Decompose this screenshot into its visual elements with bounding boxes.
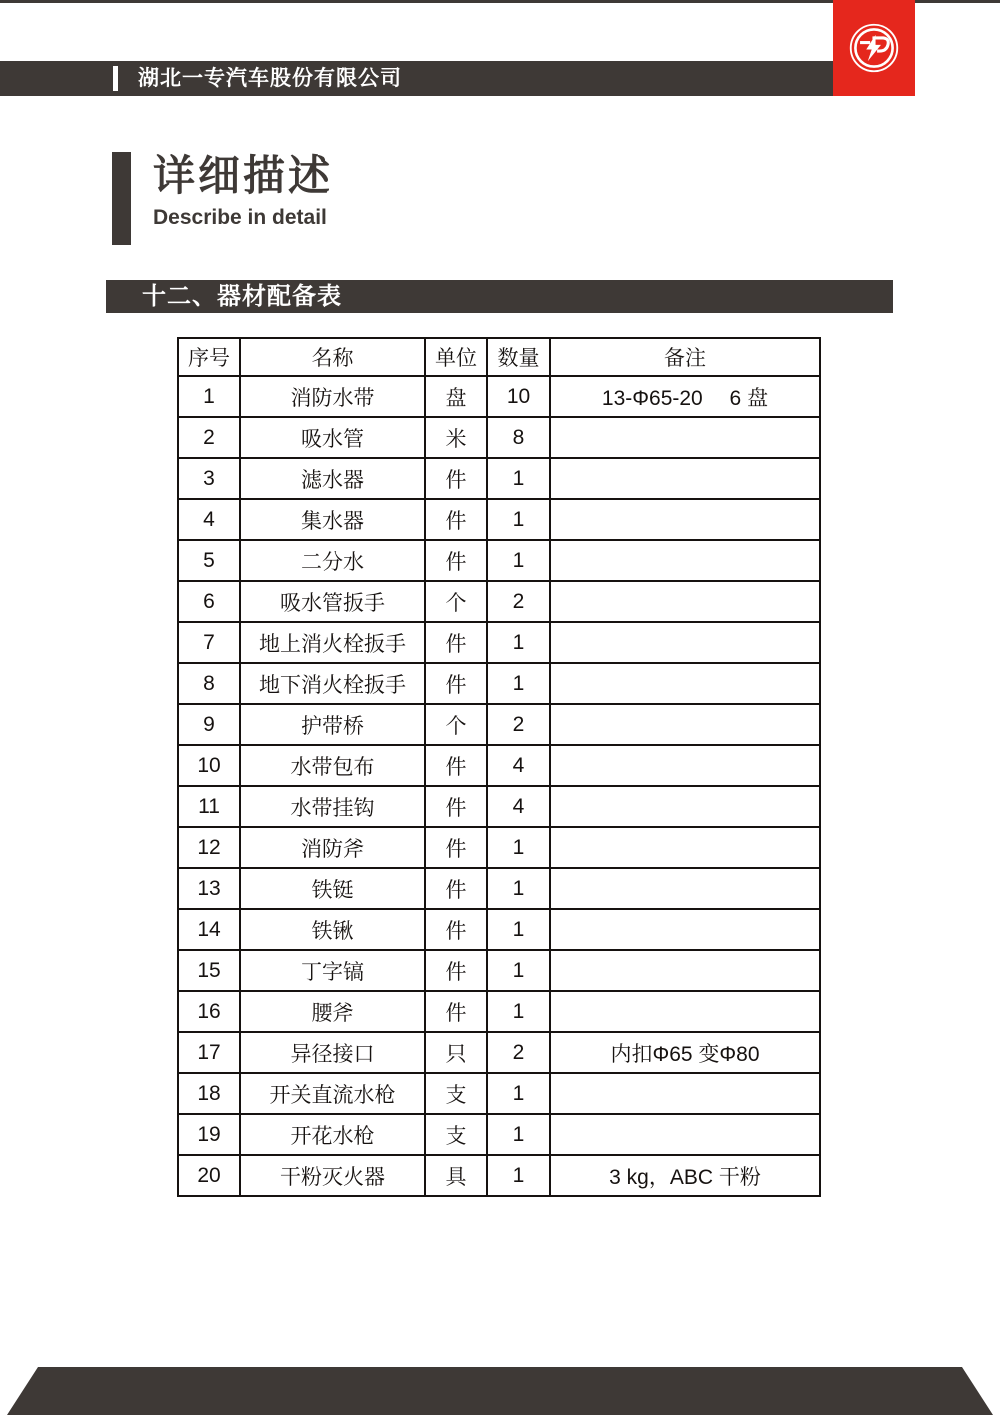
cell-unit: 个 <box>425 704 487 745</box>
detail-heading <box>112 150 333 230</box>
equipment-table <box>177 337 821 1197</box>
cell-seq: 7 <box>178 622 240 663</box>
cell-unit: 件 <box>425 663 487 704</box>
cell-remark <box>550 581 820 622</box>
cell-name: 腰斧 <box>240 991 425 1032</box>
table-row <box>178 376 820 417</box>
cell-qty: 1 <box>487 458 550 499</box>
cell-qty: 1 <box>487 1114 550 1155</box>
header-qty: 数量 <box>487 338 550 376</box>
cell-remark <box>550 1114 820 1155</box>
cell-unit: 盘 <box>425 376 487 417</box>
cell-remark <box>550 991 820 1032</box>
yizhuan-logo-icon <box>843 17 905 79</box>
cell-qty: 1 <box>487 1073 550 1114</box>
cell-seq: 10 <box>178 745 240 786</box>
cell-unit: 件 <box>425 909 487 950</box>
cell-name: 地上消火栓扳手 <box>240 622 425 663</box>
header-name: 名称 <box>240 338 425 376</box>
table-row <box>178 950 820 991</box>
page-title: 详细描述 <box>153 152 334 199</box>
table-row <box>178 704 820 745</box>
cell-name: 吸水管扳手 <box>240 581 425 622</box>
cell-remark <box>550 622 820 663</box>
cell-qty: 1 <box>487 868 550 909</box>
cell-qty: 10 <box>487 376 550 417</box>
page-subtitle: Describe in detail <box>153 206 327 229</box>
cell-remark <box>550 950 820 991</box>
cell-unit: 件 <box>425 540 487 581</box>
cell-seq: 2 <box>178 417 240 458</box>
cell-qty: 8 <box>487 417 550 458</box>
cell-qty: 1 <box>487 827 550 868</box>
cell-unit: 件 <box>425 991 487 1032</box>
cell-qty: 1 <box>487 622 550 663</box>
table-row <box>178 1032 820 1073</box>
cell-seq: 19 <box>178 1114 240 1155</box>
table-row <box>178 540 820 581</box>
table-row <box>178 417 820 458</box>
cell-name: 水带挂钩 <box>240 786 425 827</box>
cell-remark <box>550 704 820 745</box>
header-bar <box>0 61 833 96</box>
cell-remark <box>550 1073 820 1114</box>
table-row <box>178 909 820 950</box>
table-row <box>178 1114 820 1155</box>
cell-seq: 16 <box>178 991 240 1032</box>
cell-qty: 2 <box>487 1032 550 1073</box>
cell-unit: 个 <box>425 581 487 622</box>
cell-unit: 件 <box>425 786 487 827</box>
table-row <box>178 1155 820 1196</box>
section-title: 十二、器材配备表 <box>142 283 342 310</box>
cell-remark <box>550 540 820 581</box>
cell-remark <box>550 458 820 499</box>
cell-seq: 18 <box>178 1073 240 1114</box>
cell-remark <box>550 499 820 540</box>
header-seq: 序号 <box>178 338 240 376</box>
cell-qty: 4 <box>487 745 550 786</box>
table-row <box>178 786 820 827</box>
cell-name: 消防斧 <box>240 827 425 868</box>
cell-unit: 支 <box>425 1114 487 1155</box>
cell-qty: 1 <box>487 950 550 991</box>
cell-unit: 米 <box>425 417 487 458</box>
cell-name: 吸水管 <box>240 417 425 458</box>
table-row <box>178 991 820 1032</box>
cell-remark <box>550 786 820 827</box>
company-name: 湖北一专汽车股份有限公司 <box>138 67 402 90</box>
cell-name: 地下消火栓扳手 <box>240 663 425 704</box>
cell-seq: 4 <box>178 499 240 540</box>
table-row <box>178 622 820 663</box>
header-tick-mark <box>113 66 118 91</box>
cell-name: 水带包布 <box>240 745 425 786</box>
table-row <box>178 827 820 868</box>
cell-seq: 1 <box>178 376 240 417</box>
cell-qty: 1 <box>487 540 550 581</box>
section-title-bar <box>106 280 893 313</box>
cell-remark <box>550 745 820 786</box>
cell-name: 铁铤 <box>240 868 425 909</box>
footer-band <box>0 1367 1000 1415</box>
cell-seq: 15 <box>178 950 240 991</box>
cell-name: 滤水器 <box>240 458 425 499</box>
cell-name: 铁锹 <box>240 909 425 950</box>
cell-remark: 内扣Φ65 变Φ80 <box>550 1032 820 1073</box>
cell-seq: 13 <box>178 868 240 909</box>
cell-name: 丁字镐 <box>240 950 425 991</box>
heading-accent-bar <box>112 152 131 245</box>
cell-remark <box>550 663 820 704</box>
table-row <box>178 458 820 499</box>
cell-remark: 3 kg，ABC 干粉 <box>550 1155 820 1196</box>
cell-name: 干粉灭火器 <box>240 1155 425 1196</box>
cell-unit: 件 <box>425 868 487 909</box>
cell-unit: 只 <box>425 1032 487 1073</box>
cell-qty: 1 <box>487 1155 550 1196</box>
cell-name: 二分水 <box>240 540 425 581</box>
cell-seq: 11 <box>178 786 240 827</box>
cell-seq: 5 <box>178 540 240 581</box>
table-row <box>178 868 820 909</box>
cell-unit: 具 <box>425 1155 487 1196</box>
cell-qty: 1 <box>487 909 550 950</box>
header-unit: 单位 <box>425 338 487 376</box>
table-row <box>178 663 820 704</box>
cell-qty: 1 <box>487 663 550 704</box>
cell-unit: 件 <box>425 745 487 786</box>
cell-qty: 2 <box>487 704 550 745</box>
cell-name: 消防水带 <box>240 376 425 417</box>
header-remark: 备注 <box>550 338 820 376</box>
cell-qty: 1 <box>487 499 550 540</box>
cell-seq: 17 <box>178 1032 240 1073</box>
cell-unit: 支 <box>425 1073 487 1114</box>
cell-seq: 6 <box>178 581 240 622</box>
table-header-row <box>178 338 820 376</box>
cell-qty: 1 <box>487 991 550 1032</box>
table-row <box>178 581 820 622</box>
table-row <box>178 1073 820 1114</box>
cell-unit: 件 <box>425 499 487 540</box>
brand-logo-block <box>833 0 915 96</box>
cell-name: 集水器 <box>240 499 425 540</box>
cell-remark <box>550 868 820 909</box>
cell-name: 护带桥 <box>240 704 425 745</box>
cell-seq: 8 <box>178 663 240 704</box>
cell-seq: 20 <box>178 1155 240 1196</box>
cell-name: 开关直流水枪 <box>240 1073 425 1114</box>
cell-seq: 9 <box>178 704 240 745</box>
cell-name: 开花水枪 <box>240 1114 425 1155</box>
cell-remark <box>550 909 820 950</box>
cell-unit: 件 <box>425 827 487 868</box>
cell-seq: 3 <box>178 458 240 499</box>
cell-unit: 件 <box>425 950 487 991</box>
table-row <box>178 499 820 540</box>
cell-remark: 13-Φ65-20 6 盘 <box>550 376 820 417</box>
table-row <box>178 745 820 786</box>
cell-qty: 4 <box>487 786 550 827</box>
cell-unit: 件 <box>425 458 487 499</box>
cell-remark <box>550 417 820 458</box>
cell-qty: 2 <box>487 581 550 622</box>
cell-seq: 12 <box>178 827 240 868</box>
cell-seq: 14 <box>178 909 240 950</box>
cell-remark <box>550 827 820 868</box>
cell-name: 异径接口 <box>240 1032 425 1073</box>
cell-unit: 件 <box>425 622 487 663</box>
